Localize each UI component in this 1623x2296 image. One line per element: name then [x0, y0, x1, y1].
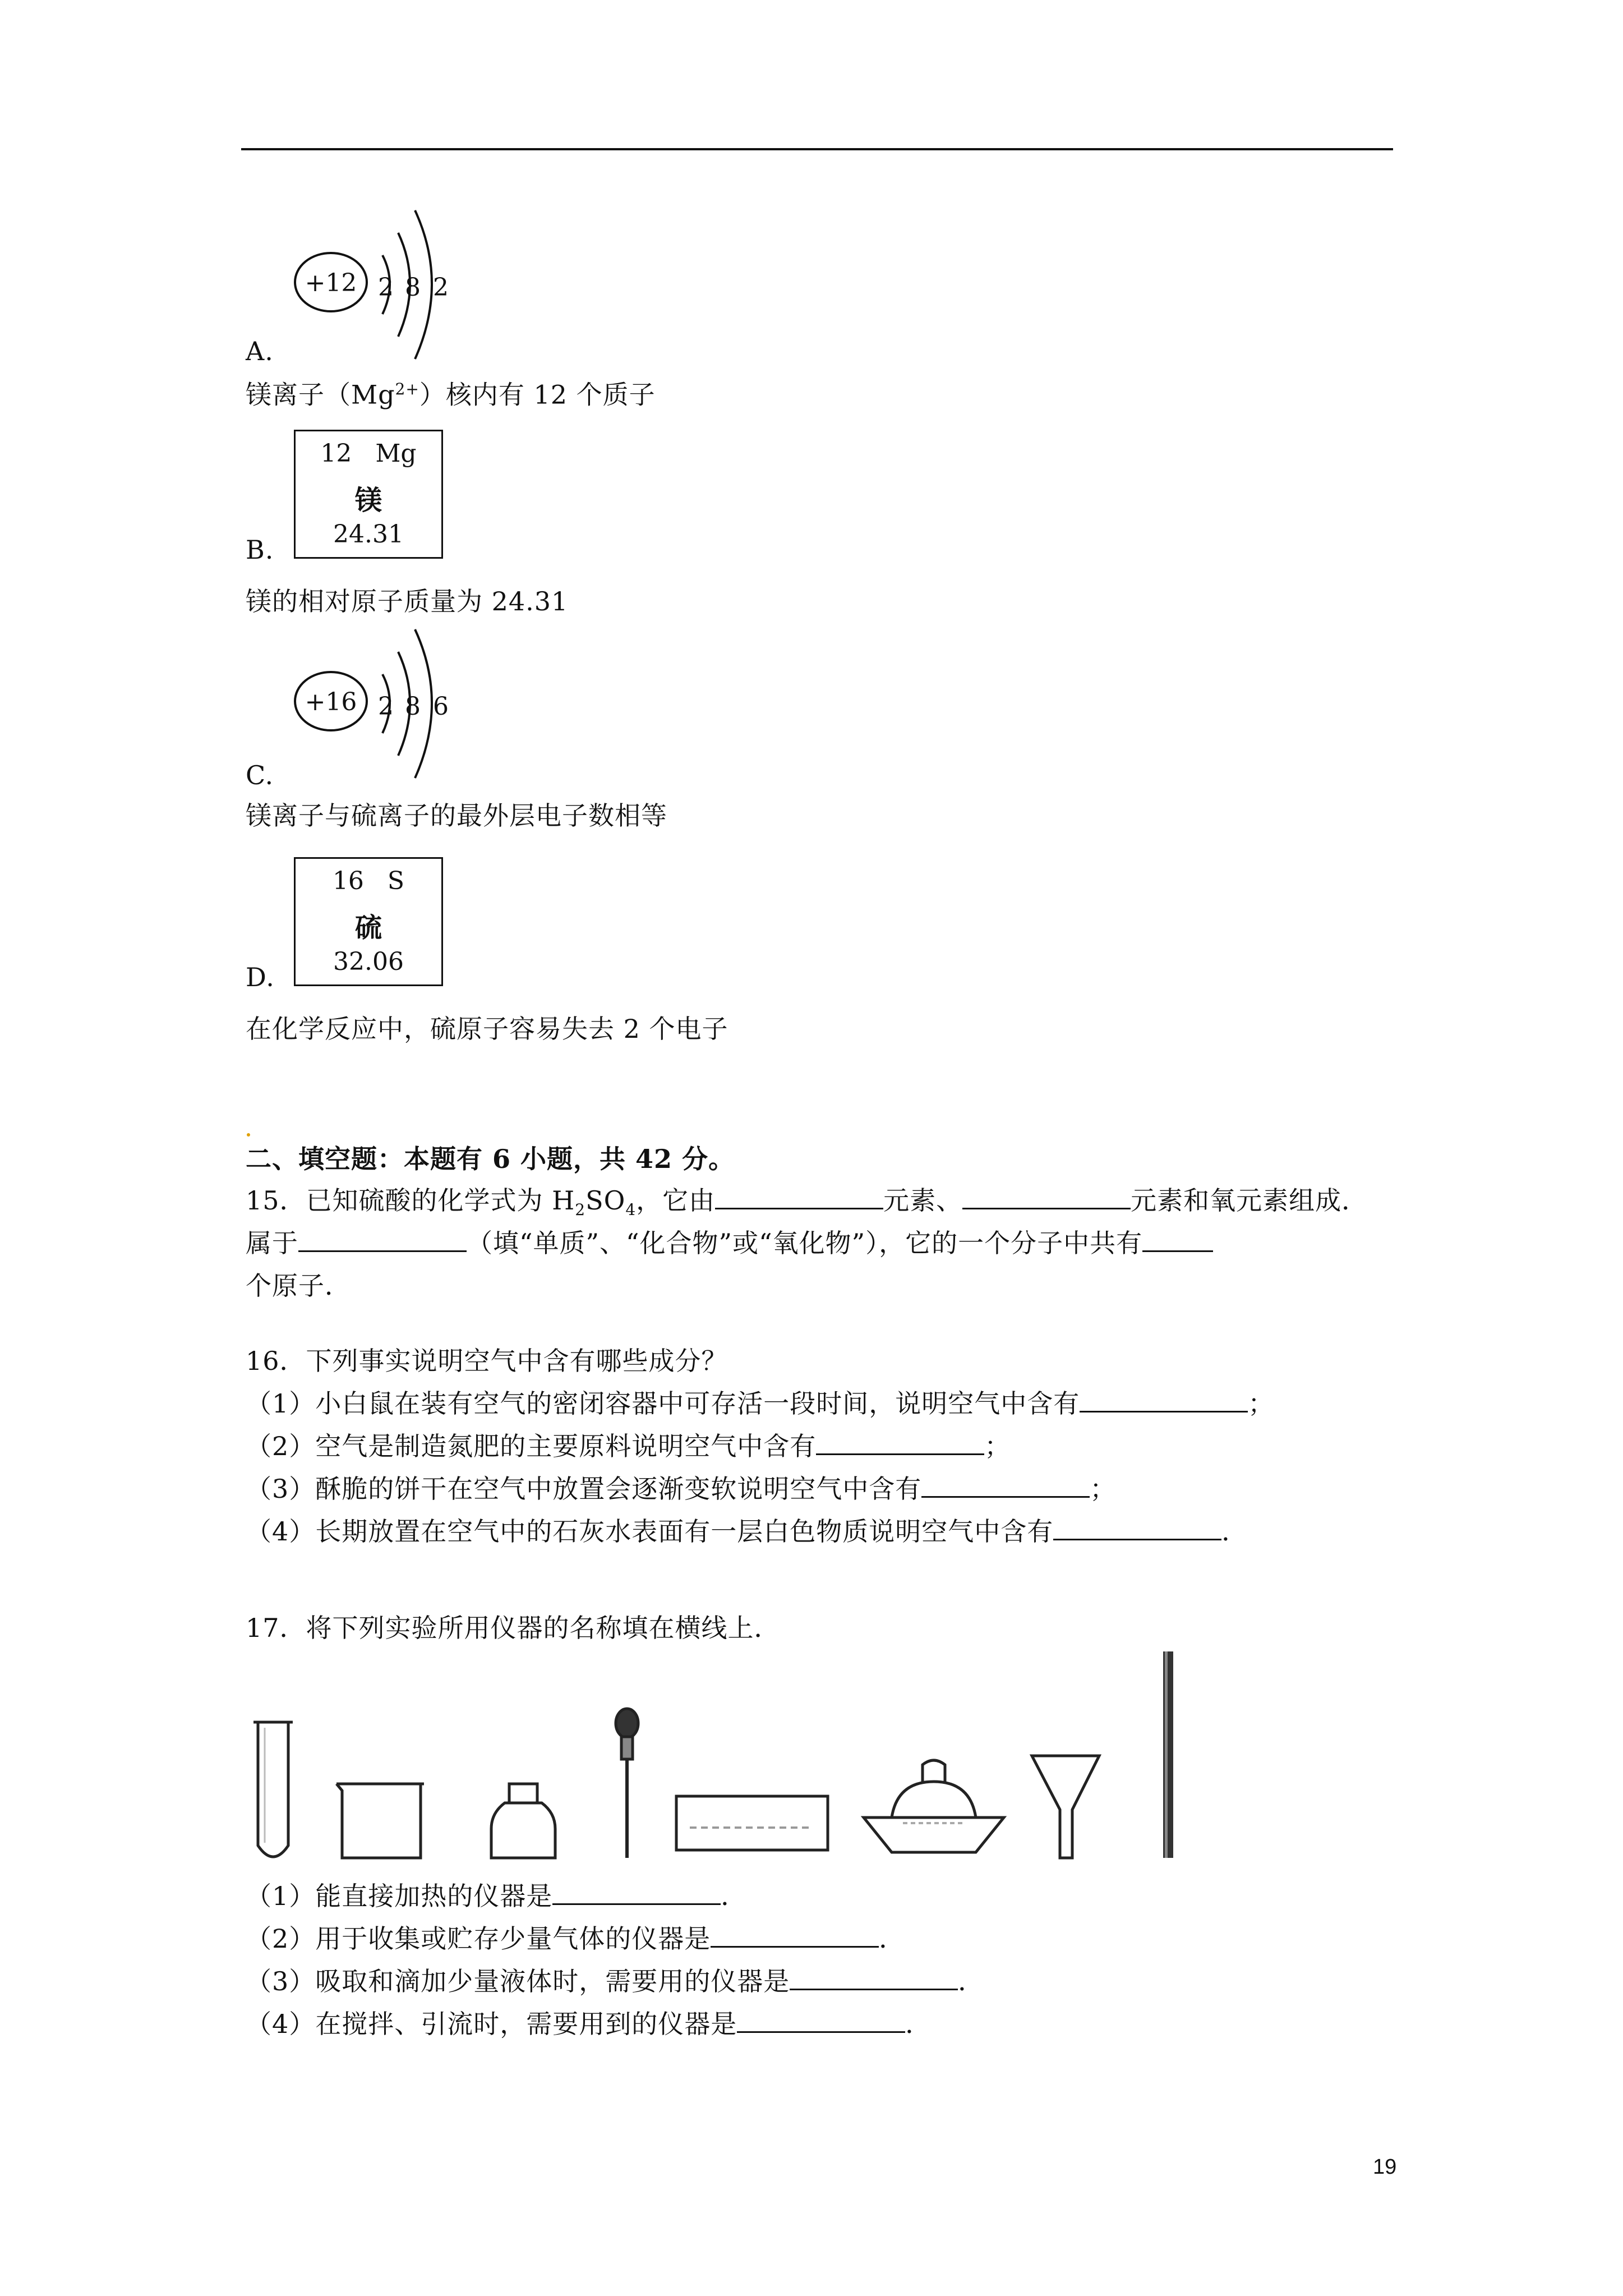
mg-shell-3: 2 [433, 273, 449, 302]
gas-bottle-icon [491, 1784, 555, 1858]
alcohol-burner-icon [864, 1760, 1004, 1852]
q16-blank-1[interactable] [1080, 1387, 1248, 1412]
q16-item-4: （4）长期放置在空气中的石灰水表面有一层白色物质说明空气中含有 ． [246, 1516, 1248, 1547]
s-shell-2: 8 [405, 692, 421, 721]
q16-blank-3[interactable] [921, 1473, 1090, 1498]
q17-item-2: （2）用于收集或贮存少量气体的仪器是 ． [246, 1924, 906, 1954]
option-a-text: 镁离子$(Mg^{2+})$核内有 12 个质子 [246, 379, 656, 410]
q16-blank-4[interactable] [1053, 1515, 1221, 1540]
option-c-letter: C. [246, 760, 274, 790]
q17-item-4: （4）在搅拌、引流时，需要用到的仪器是 ． [246, 2009, 932, 2039]
q17-blank-3[interactable] [790, 1965, 958, 1990]
mg-atomic-number: 12 [320, 439, 352, 468]
mg-mass: 24.31 [333, 520, 404, 549]
q17-blank-4[interactable] [737, 2008, 905, 2033]
q15-line2: 属于 （填“单质”、“化合物”或“氧化物”），它的一个分子中共有 [246, 1226, 1213, 1260]
q16-item-3: （3）酥脆的饼干在空气中放置会逐渐变软说明空气中含有 ； [246, 1474, 1117, 1504]
option-a-letter: A. [246, 336, 274, 366]
s-atom-diagram-icon [280, 627, 460, 790]
q15-blank-3[interactable] [298, 1227, 467, 1252]
option-b-letter: B. [246, 535, 274, 565]
q16-item-2: （2）空气是制造氮肥的主要原料说明空气中含有 ； [246, 1431, 1011, 1461]
funnel-icon [1032, 1756, 1099, 1858]
s-nucleus-label: +16 [305, 688, 357, 716]
q15-blank-1[interactable] [715, 1184, 883, 1209]
stray-mark [247, 1133, 250, 1137]
mg-nucleus-label: +12 [305, 269, 357, 297]
option-d-text: 在化学反应中，硫原子容易失去 2 个电子 [246, 1014, 728, 1044]
s-element-card [294, 857, 443, 986]
q16-blank-2[interactable] [816, 1430, 984, 1455]
mg-shell-2: 8 [405, 273, 421, 302]
q15-line1: 15．已知硫酸的化学式为 $H_2SO_4$，它由 元素、 元素和氧元素组成． [246, 1185, 1368, 1220]
test-tube-icon [253, 1722, 293, 1857]
option-b-text: 镁的相对原子质量为 24.31 [246, 586, 569, 616]
q17-item-3: （3）吸取和滴加少量液体时，需要用的仪器是 ． [246, 1966, 985, 1996]
header-rule [241, 148, 1393, 150]
page-number: 19 [1373, 2155, 1397, 2179]
s-atomic-number: 16 [332, 867, 364, 895]
s-shell-3: 6 [433, 692, 449, 721]
section-heading: 二、填空题：本题有 6 小题，共 42 分。 [246, 1144, 735, 1174]
q17-blank-1[interactable] [552, 1880, 721, 1905]
apparatus-row [241, 1649, 1195, 1874]
q16-stem: 16．下列事实说明空气中含有哪些成分？ [246, 1346, 728, 1376]
q17-stem: 17．将下列实验所用仪器的名称填在横线上． [246, 1613, 781, 1643]
q17-blank-2[interactable] [711, 1922, 879, 1948]
q15-line3: 个原子． [246, 1271, 351, 1301]
option-c-text: 镁离子与硫离子的最外层电子数相等 [246, 800, 667, 831]
mg-element-card [294, 430, 443, 559]
q16-item-1: （1）小白鼠在装有空气的密闭容器中可存活一段时间，说明空气中含有 ； [246, 1388, 1275, 1419]
s-symbol: S [387, 867, 405, 895]
q17-item-1: （1）能直接加热的仪器是 ． [246, 1881, 748, 1911]
beaker-icon [336, 1784, 424, 1858]
mg-atom-diagram-icon [280, 199, 460, 362]
mg-name: 镁 [354, 485, 382, 516]
q15-blank-2[interactable] [962, 1184, 1131, 1209]
q15-blank-4[interactable] [1142, 1227, 1213, 1252]
dropper-icon [616, 1709, 638, 1858]
option-d-letter: D. [246, 962, 275, 992]
mg-symbol: Mg [375, 439, 417, 468]
glass-rod-icon [1163, 1651, 1173, 1858]
mg-shell-1: 2 [378, 273, 394, 302]
s-shell-1: 2 [378, 692, 394, 721]
s-mass: 32.06 [333, 947, 404, 976]
s-name: 硫 [354, 912, 382, 944]
crystallizing-dish-icon [676, 1796, 828, 1850]
